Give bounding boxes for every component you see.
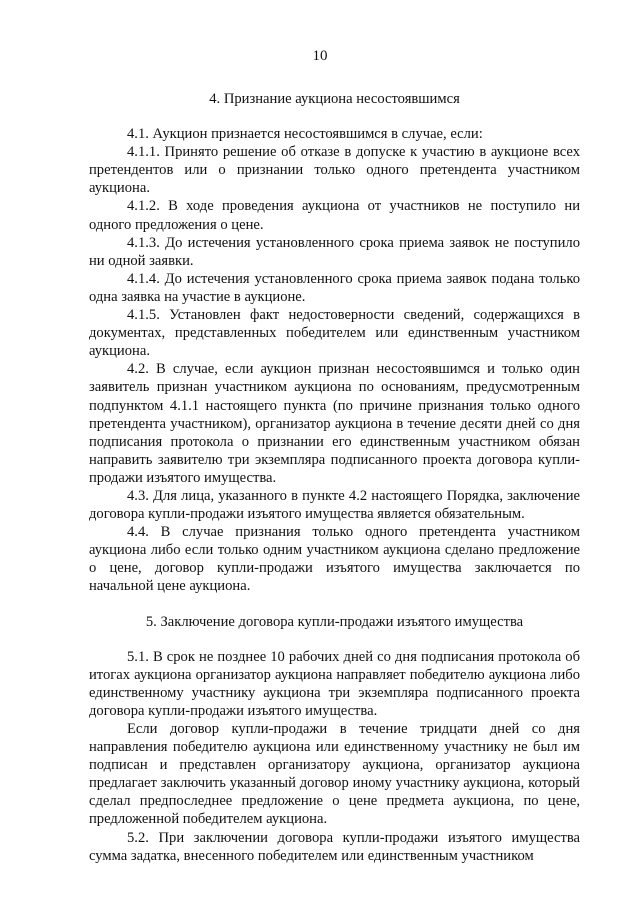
paragraph-4-3: 4.3. Для лица, указанного в пункте 4.2 настоящего Порядка, заключение договора купли-продажи изъятого имущества является обязательным.: [89, 487, 580, 523]
paragraph-5-2: 5.2. При заключении договора купли-продажи изъятого имущества сумма задатка, внесенного победителем или единственным участником: [89, 829, 580, 864]
paragraph-5-1: 5.1. В срок не позднее 10 рабочих дней со дня подписания протокола об итогах аукциона организатор аукциона направляет победителю аукциона либо единственному участнику аукциона три экземпляра подписанного проекта договора купли-продажи изъятого имущества.: [89, 648, 580, 719]
paragraph-4-1-2: 4.1.2. В ходе проведения аукциона от участников не поступило ни одного предложения о цене.: [89, 198, 580, 233]
paragraph-4-1-5: 4.1.5. Установлен факт недостоверности сведений, содержащихся в документах, представленных победителем или единственным участником аукциона.: [89, 307, 580, 360]
section-4-heading: 4. Признание аукциона несостоявшимся: [209, 91, 460, 107]
page-number: 10: [312, 48, 328, 64]
paragraph-4-1-4: 4.1.4. До истечения установленного срока приема заявок подана только одна заявка на участие в аукционе.: [89, 270, 580, 305]
paragraph-4-1: 4.1. Аукцион признается несостоявшимся в случае, если:: [127, 126, 483, 143]
document-body: [89, 90, 580, 865]
paragraph-4-2: 4.2. В случае, если аукцион признан несостоявшимся и только один заявитель признан участником аукциона по основаниям, предусмотренным подпунктом 4.1.1 настоящего пункта (по причине признания только одного претендента участником), организатор аукциона в течение десяти дней со дня подписания протокола о признании его единственным участником обязан направить заявителю три экземпляра подписанного проекта договора купли-продажи изъятого имущества.: [89, 361, 580, 486]
paragraph-4-1-1: 4.1.1. Принято решение об отказе в допуске к участию в аукционе всех претендентов или о признании только одного претендента участником аукциона.: [89, 144, 580, 197]
paragraph-4-4: 4.4. В случае признания только одного претендента участником аукциона либо если только одним участником аукциона сделано предложение о цене, договор купли-продажи изъятого имущества заключается по начальной цене аукциона.: [89, 524, 580, 595]
paragraph-5-1-continued: Если договор купли-продажи в течение тридцати дней со дня направления победителю аукциона или единственному участнику не был им подписан и представлен организатору аукциона, организатор аукциона предлагает заключить указанный договор иному участнику аукциона, который сделал предпоследнее предложение о цене предмета аукциона, по цене, предложенной победителем аукциона.: [89, 721, 580, 828]
section-5-heading: 5. Заключение договора купли-продажи изъятого имущества: [145, 613, 524, 630]
paragraph-4-1-3: 4.1.3. До истечения установленного срока приема заявок не поступило ни одной заявки.: [89, 234, 580, 269]
